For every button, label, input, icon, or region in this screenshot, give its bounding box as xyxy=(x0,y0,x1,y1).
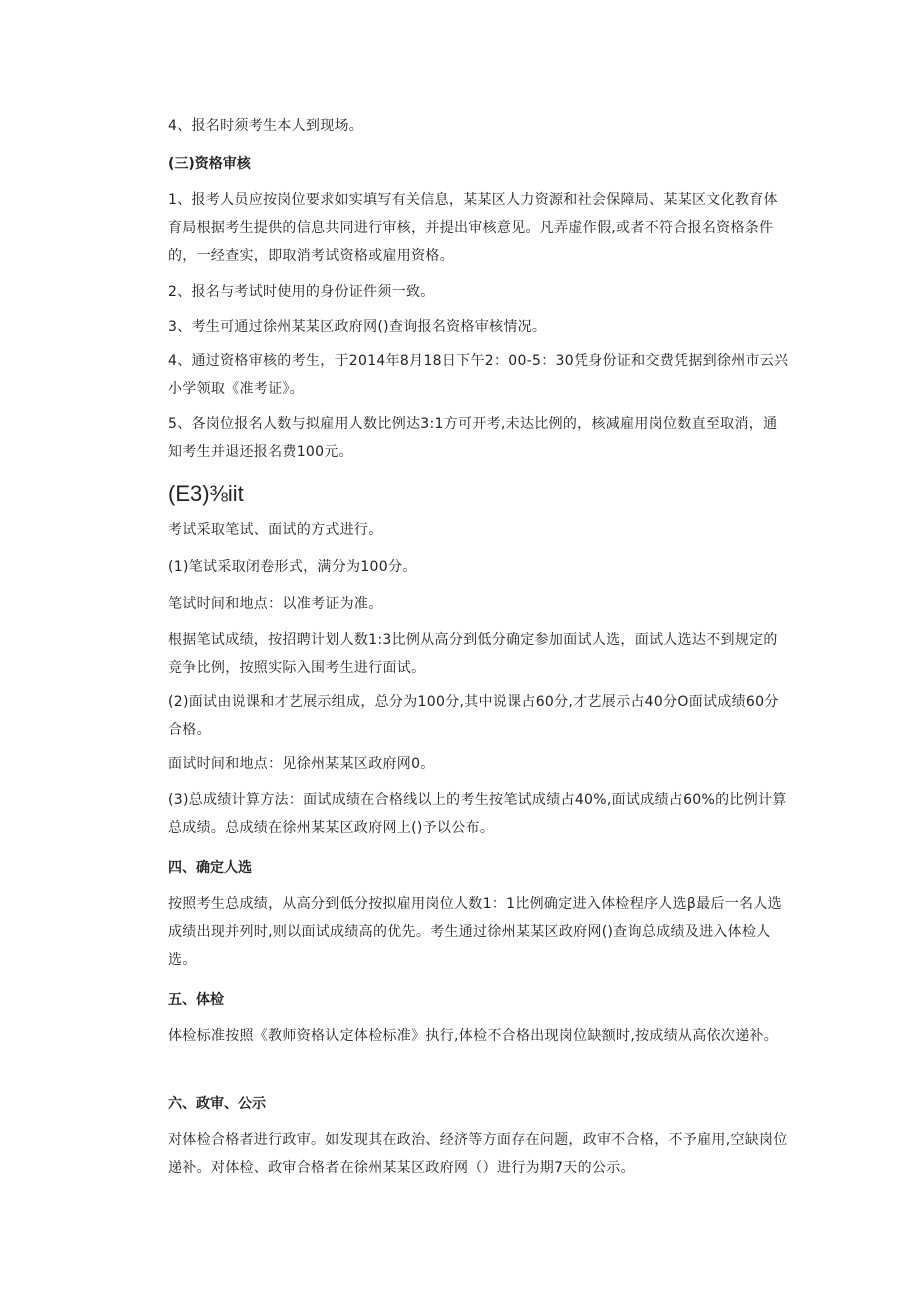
section-heading-political-review: 六、政审、公示 xyxy=(168,1096,266,1112)
paragraph-qualification-item-4 xyxy=(132,347,790,403)
section-heading-qualification-review: (三)资格审核 xyxy=(168,156,251,172)
paragraph-text: 按照考生总成绩，从高分到低分按拟雇用岗位人数1：1比例确定进入体检程序人选β最后一名人选成绩出现并列时,则以面试成绩高的优先。考生通过徐州某某区政府网()查询总成绩及进入体检人选。 xyxy=(168,896,782,968)
paragraph-text: 对体检合格者进行政审。如发现其在政治、经济等方面存在问题，政审不合格，不予雇用,空缺岗位递补。对体检、政审合格者在徐州某某区政府网（）进行为期7天的公示。 xyxy=(168,1132,788,1176)
paragraph-qualification-item-1 xyxy=(132,186,790,270)
paragraph-physical-exam xyxy=(132,1022,790,1050)
paragraph-written-exam: (1)笔试采取闭卷形式，满分为100分。 xyxy=(168,559,417,575)
section-heading-determine-candidates: 四、确定人选 xyxy=(168,860,252,876)
paragraph-text: 5、各岗位报名人数与拟雇用人数比例达3:1方可开考,未达比例的，核减雇用岗位数直至取消，通知考生并退还报名费100元。 xyxy=(168,416,778,460)
paragraph-interview xyxy=(132,688,790,744)
paragraph-registration-in-person: 4、报名时须考生本人到现场。 xyxy=(168,118,364,134)
paragraph-qualification-item-5 xyxy=(132,410,790,466)
paragraph-qualification-item-2: 2、报名与考试时使用的身份证件须一致。 xyxy=(168,284,435,300)
paragraph-qualification-item-3: 3、考生可通过徐州某某区政府网()查询报名资格审核情况。 xyxy=(168,319,547,335)
paragraph-text: (2)面试由说课和才艺展示组成，总分为100分,其中说课占60分,才艺展示占40分O面试成绩60分合格。 xyxy=(168,694,779,738)
section-heading-physical-exam: 五、体检 xyxy=(168,992,224,1008)
section-heading-exam: (E3)⅜iit xyxy=(168,481,244,506)
paragraph-text: (3)总成绩计算方法：面试成绩在合格线以上的考生按笔试成绩占40%,面试成绩占60%的比例计算总成绩。总成绩在徐州某某区政府网上()予以公布。 xyxy=(168,792,787,836)
paragraph-written-exam-time: 笔试时间和地点：以准考证为准。 xyxy=(168,596,383,612)
paragraph-text: 4、通过资格审核的考生，于2014年8月18日下午2：00-5：30凭身份证和交费凭据到徐州市云兴小学领取《准考证》。 xyxy=(168,353,789,397)
paragraph-determine-candidates xyxy=(132,890,790,974)
paragraph-exam-method: 考试采取笔试、面试的方式进行。 xyxy=(168,522,383,538)
paragraph-interview-time: 面试时间和地点：见徐州某某区政府网0。 xyxy=(168,756,435,772)
paragraph-interview-selection xyxy=(132,626,790,682)
paragraph-political-review xyxy=(132,1126,790,1182)
paragraph-text: 1、报考人员应按岗位要求如实填写有关信息，某某区人力资源和社会保障局、某某区文化教育体育局根据考生提供的信息共同进行审核，并提出审核意见。凡弄虚作假,或者不符合报名资格条件的，一经查实，即取消考试资格或雇用资格。 xyxy=(168,192,778,264)
paragraph-text: 根据笔试成绩，按招聘计划人数1:3比例从高分到低分确定参加面试人选，面试人选达不到规定的竞争比例，按照实际入围考生进行面试。 xyxy=(168,632,778,676)
paragraph-text: 体检标准按照《教师资格认定体检标准》执行,体检不合格出现岗位缺额时,按成绩从高依次递补。 xyxy=(168,1028,779,1044)
paragraph-total-score xyxy=(132,786,790,842)
